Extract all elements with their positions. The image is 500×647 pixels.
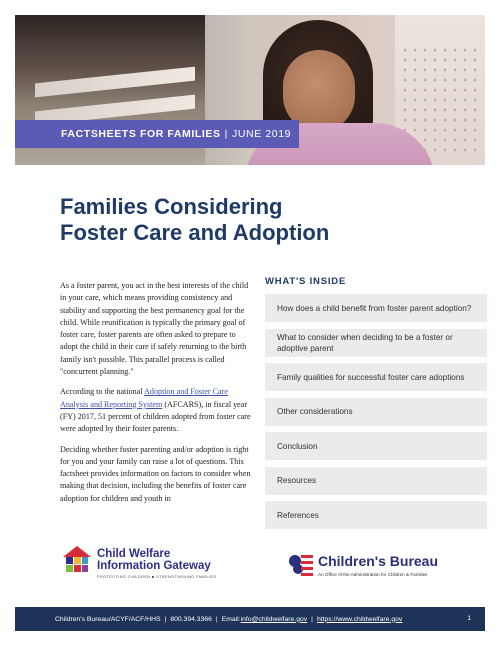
footer-org: Children's Bureau/ACYF/ACF/HHS [55, 615, 161, 623]
intro-paragraph-3: Deciding whether foster parenting and/or adoption is right for you and your family can raise a lot of questions. This factsheet provides information on factors to consider when making that decision, including the benefits of foster care adoption for children and youth in [60, 444, 251, 503]
childrens-bureau-logo[interactable] [286, 552, 476, 586]
toc-item-qualities[interactable]: Family qualities for successful foster care adoptions [265, 363, 487, 391]
afcars-link[interactable]: Adoption and Foster Care Analysis and Reporting System [60, 387, 228, 409]
page-title [60, 194, 460, 246]
footer-email-label: Email: [221, 615, 241, 623]
footer-email-link[interactable]: info@childwelfare.gov [240, 615, 308, 623]
banner-series: FACTSHEETS FOR FAMILIES [61, 128, 221, 140]
toc-item-references[interactable]: References [265, 501, 487, 529]
child-welfare-name-line1: Child Welfare [97, 548, 171, 560]
page-title-line2: Foster Care and Adoption [60, 220, 330, 245]
child-welfare-logo[interactable] [62, 545, 252, 585]
child-welfare-name-line2: Information Gateway [97, 560, 211, 572]
childrens-bureau-flag-icon [286, 552, 314, 578]
footer-phone: 800.394.3366 [170, 615, 212, 623]
intro-paragraph-1: As a foster parent, you act in the best interests of the child in your care, which means providing consistency and stability and supporting the best permanency goal for the child. While reunification is typically the primary goal of foster care, foster parents are often asked to prepare to adopt the child in their care if safely returning to the birth family isn't possible. This parallel process is called "concurrent planning." [60, 281, 249, 377]
footer-bar [15, 607, 485, 631]
childrens-bureau-name: Children's Bureau [318, 553, 439, 569]
footer-pipe: | [215, 615, 218, 623]
page-title-line1: Families Considering [60, 194, 283, 219]
child-welfare-tagline: PROTECTING CHILDREN ■ STRENGTHENING FAMILIES [97, 574, 217, 579]
footer-pipe: | [164, 615, 167, 623]
toc-item-benefit[interactable]: How does a child benefit from foster parent adoption? [265, 294, 487, 322]
factsheet-banner [15, 120, 299, 148]
banner-separator: | [224, 128, 228, 140]
footer-pipe: | [311, 615, 313, 623]
toc-item-other[interactable]: Other considerations [265, 398, 487, 426]
intro-text [60, 280, 255, 513]
child-welfare-name [97, 548, 211, 572]
child-welfare-house-icon [62, 545, 92, 577]
toc-item-consider[interactable]: What to consider when deciding to be a foster or adoptive parent [265, 329, 487, 357]
whats-inside-heading: WHAT'S INSIDE [265, 276, 347, 287]
banner-date: JUNE 2019 [231, 128, 292, 140]
toc-item-conclusion[interactable]: Conclusion [265, 432, 487, 460]
intro-paragraph-2 [60, 386, 255, 435]
childrens-bureau-tagline: An Office of the Administration for Children & Families [318, 572, 428, 577]
page-number: 1 [467, 615, 471, 622]
toc-item-resources[interactable]: Resources [265, 467, 487, 495]
intro-p2-pre: According to the national [60, 387, 145, 397]
footer-url-link[interactable]: https://www.childwelfare.gov [316, 615, 403, 623]
whats-inside-panel [265, 276, 487, 536]
intro-p2-post: (AFCARS), in fiscal year (FY) 2017, 51 percent of children adopted from foster care were adopted by their foster parents. [60, 399, 251, 434]
